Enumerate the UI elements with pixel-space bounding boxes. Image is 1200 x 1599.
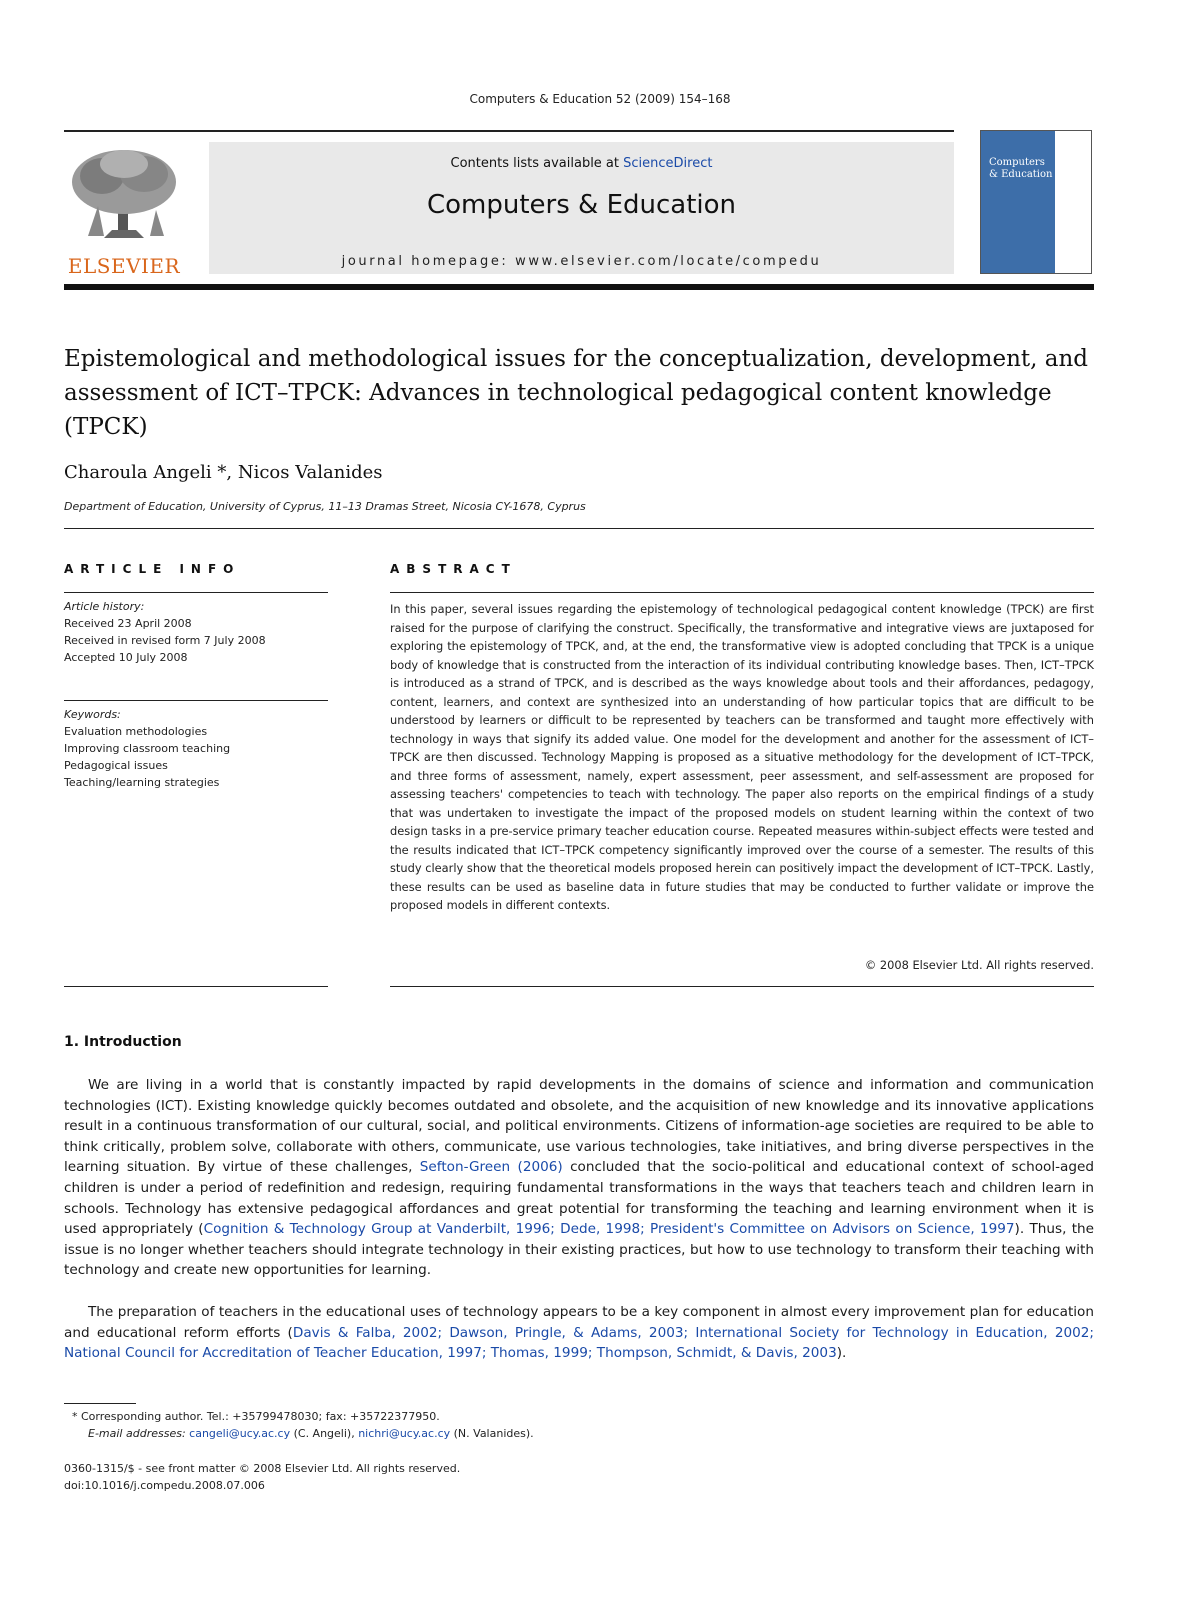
- contents-prefix: Contents lists available at: [450, 156, 624, 171]
- journal-homepage[interactable]: journal homepage: www.elsevier.com/locate/compedu: [341, 254, 822, 269]
- article-title: Epistemological and methodological issues for the conceptualization, development, and assessment of ICT–TPCK: Advances in technological pedagogical content knowledge (TPCK): [64, 346, 1089, 440]
- affiliation: Department of Education, University of Cyprus, 11–13 Dramas Street, Nicosia CY-1678, Cyprus: [64, 500, 586, 513]
- journal-name: Computers & Education: [426, 190, 737, 220]
- citation-link[interactable]: Davis & Falba, 2002; Dawson, Pringle, & Adams, 2003; International Society for Technology in Education, 2002; National Council for Accreditation of Teacher Education, 1997; Thomas, 1999; Thompson, Schmidt, & Davis, 2003: [64, 1324, 1094, 1362]
- citation-link[interactable]: Cognition & Technology Group at Vanderbilt, 1996; Dede, 1998; President's Committee on Advisors on Science, 1997: [203, 1221, 1015, 1238]
- keyword-item[interactable]: Evaluation methodologies: [64, 725, 208, 738]
- corresponding-footnote: * Corresponding author. Tel.: +35799478030; fax: +35722377950.: [72, 1410, 440, 1423]
- divider: [390, 592, 1094, 593]
- journal-masthead: [64, 130, 954, 278]
- sciencedirect-link[interactable]: ScienceDirect: [623, 156, 713, 171]
- cover-panel: [981, 131, 1055, 273]
- keyword-item[interactable]: Teaching/learning strategies: [64, 776, 220, 789]
- journal-reference: Computers & Education 52 (2009) 154–168: [469, 92, 731, 106]
- tree-icon: [64, 146, 184, 246]
- doi-line[interactable]: doi:10.1016/j.compedu.2008.07.006: [64, 1479, 265, 1492]
- paragraph-text: The preparation of teachers in the educational uses of technology appears to be a key component in almost every improvement plan for education and educational reform efforts (: [64, 1304, 1094, 1341]
- paragraph-text: ).: [836, 1345, 847, 1362]
- email-link[interactable]: nichri@ucy.ac.cy: [358, 1427, 451, 1440]
- elsevier-wordmark: ELSEVIER: [67, 254, 181, 278]
- author-name[interactable]: Charoula Angeli: [64, 462, 212, 483]
- citation-link[interactable]: Sefton-Green (2006): [419, 1159, 563, 1176]
- divider: [64, 528, 1094, 529]
- keyword-item[interactable]: Pedagogical issues: [64, 759, 168, 772]
- keyword-item[interactable]: Improving classroom teaching: [64, 742, 231, 755]
- cover-title: Computers & Education: [989, 157, 1053, 180]
- keywords: [64, 706, 328, 791]
- issn-line: 0360-1315/$ - see front matter © 2008 Elsevier Ltd. All rights reserved.: [64, 1462, 461, 1475]
- keywords-label: Keywords:: [64, 708, 121, 721]
- paragraph-text: concluded that the socio-political and educational context of school-aged children is under a period of redefinition and redesign, requiring fundamental transformations in the ways that teachers teach and children learn in schools. Technology has extensive pedagogical affordances and great potential for transforming the teaching and learning environment when it is used appropriately (: [64, 1159, 1094, 1238]
- article-info-heading: ARTICLE INFO: [64, 562, 241, 576]
- header-rule: [64, 284, 1094, 290]
- footnote-rule: [64, 1403, 136, 1404]
- corresponding-mark[interactable]: *: [211, 462, 227, 483]
- journal-banner: [209, 142, 954, 274]
- history-item: Accepted 10 July 2008: [64, 651, 188, 664]
- divider: [64, 986, 328, 987]
- history-item: Received in revised form 7 July 2008: [64, 634, 266, 647]
- email-label: E-mail addresses:: [88, 1427, 186, 1440]
- email-link[interactable]: cangeli@ucy.ac.cy: [189, 1427, 291, 1440]
- divider: [64, 700, 328, 701]
- abstract-heading: ABSTRACT: [390, 562, 517, 576]
- author-separator: ,: [226, 462, 238, 483]
- email-owner: (C. Angeli),: [290, 1427, 359, 1440]
- contents-line: [209, 156, 954, 171]
- email-footnote: [88, 1425, 534, 1442]
- email-owner: (N. Valanides).: [450, 1427, 534, 1440]
- abstract-copyright: © 2008 Elsevier Ltd. All rights reserved.: [864, 958, 1094, 972]
- journal-cover: [980, 130, 1092, 274]
- elsevier-logo: [64, 146, 184, 278]
- history-item: Received 23 April 2008: [64, 617, 192, 630]
- paragraph-text: ). Thus, the issue is no longer whether teachers should integrate technology in their existing practices, but how to use technology to transform their teaching with technology and create new opportunities for learning.: [64, 1221, 1095, 1279]
- history-label: Article history:: [64, 600, 145, 613]
- author-list: [64, 462, 383, 483]
- paragraph-text: We are living in a world that is constantly impacted by rapid developments in the domains of science and information and communication technologies (ICT). Existing knowledge quickly becomes outdated and obsolete, and the acquisition of new knowledge and its innovative applications result in a continuous transformation of our cultural, social, and political environments. Citizens of information-age societies are required to be able to think critically, problem solve, collaborate with others, communicate, use various technologies, take initiatives, and bring diverse perspectives in the learning situation. By virtue of these challenges,: [64, 1077, 1094, 1176]
- section-heading: 1. Introduction: [64, 1034, 182, 1050]
- author-name[interactable]: Nicos Valanides: [237, 462, 383, 483]
- divider: [64, 592, 328, 593]
- body-paragraph: [64, 1075, 1094, 1281]
- divider: [390, 986, 1094, 987]
- abstract-text: In this paper, several issues regarding the epistemology of technological pedagogical content knowledge (TPCK) are first raised for the purpose of clarifying the construct. Specifically, the transformative and integrative views are juxtaposed for exploring the epistemology of TPCK, and, at the end, the transformative view is adopted concluding that TPCK is a unique body of knowledge that is constructed from the interaction of its individual contributing knowledge bases. Then, ICT–TPCK is introduced as a strand of TPCK, and is described as the ways knowledge about tools and their affordances, pedagogy, content, learners, and context are synthesized into an understanding of how particular topics that are difficult to be understood by learners or difficult to be represented by teachers can be transformed and taught more effectively with technology in ways that signify its added value. One model for the development and another for the assessment of ICT–TPCK are then discussed. Technology Mapping is proposed as a situative methodology for the development of ICT–TPCK, and three forms of assessment, namely, expert assessment, peer assessment, and self-assessment are proposed for assessing teachers' competencies to teach with technology. The paper also reports on the empirical findings of a study that was undertaken to investigate the impact of the proposed models on student learning within the context of two design tasks in a pre-service primary teacher education course. Repeated measures within-subject effects were tested and the results indicated that ICT–TPCK competency significantly improved over the course of a semester. The results of this study clearly show that the theoretical models proposed herein can positively impact the development of ICT–TPCK. Lastly, these results can be used as baseline data in future studies that may be conducted to further validate or improve the proposed models in different contexts.: [390, 602, 1094, 912]
- article-history: [64, 598, 328, 666]
- body-paragraph: [64, 1302, 1094, 1364]
